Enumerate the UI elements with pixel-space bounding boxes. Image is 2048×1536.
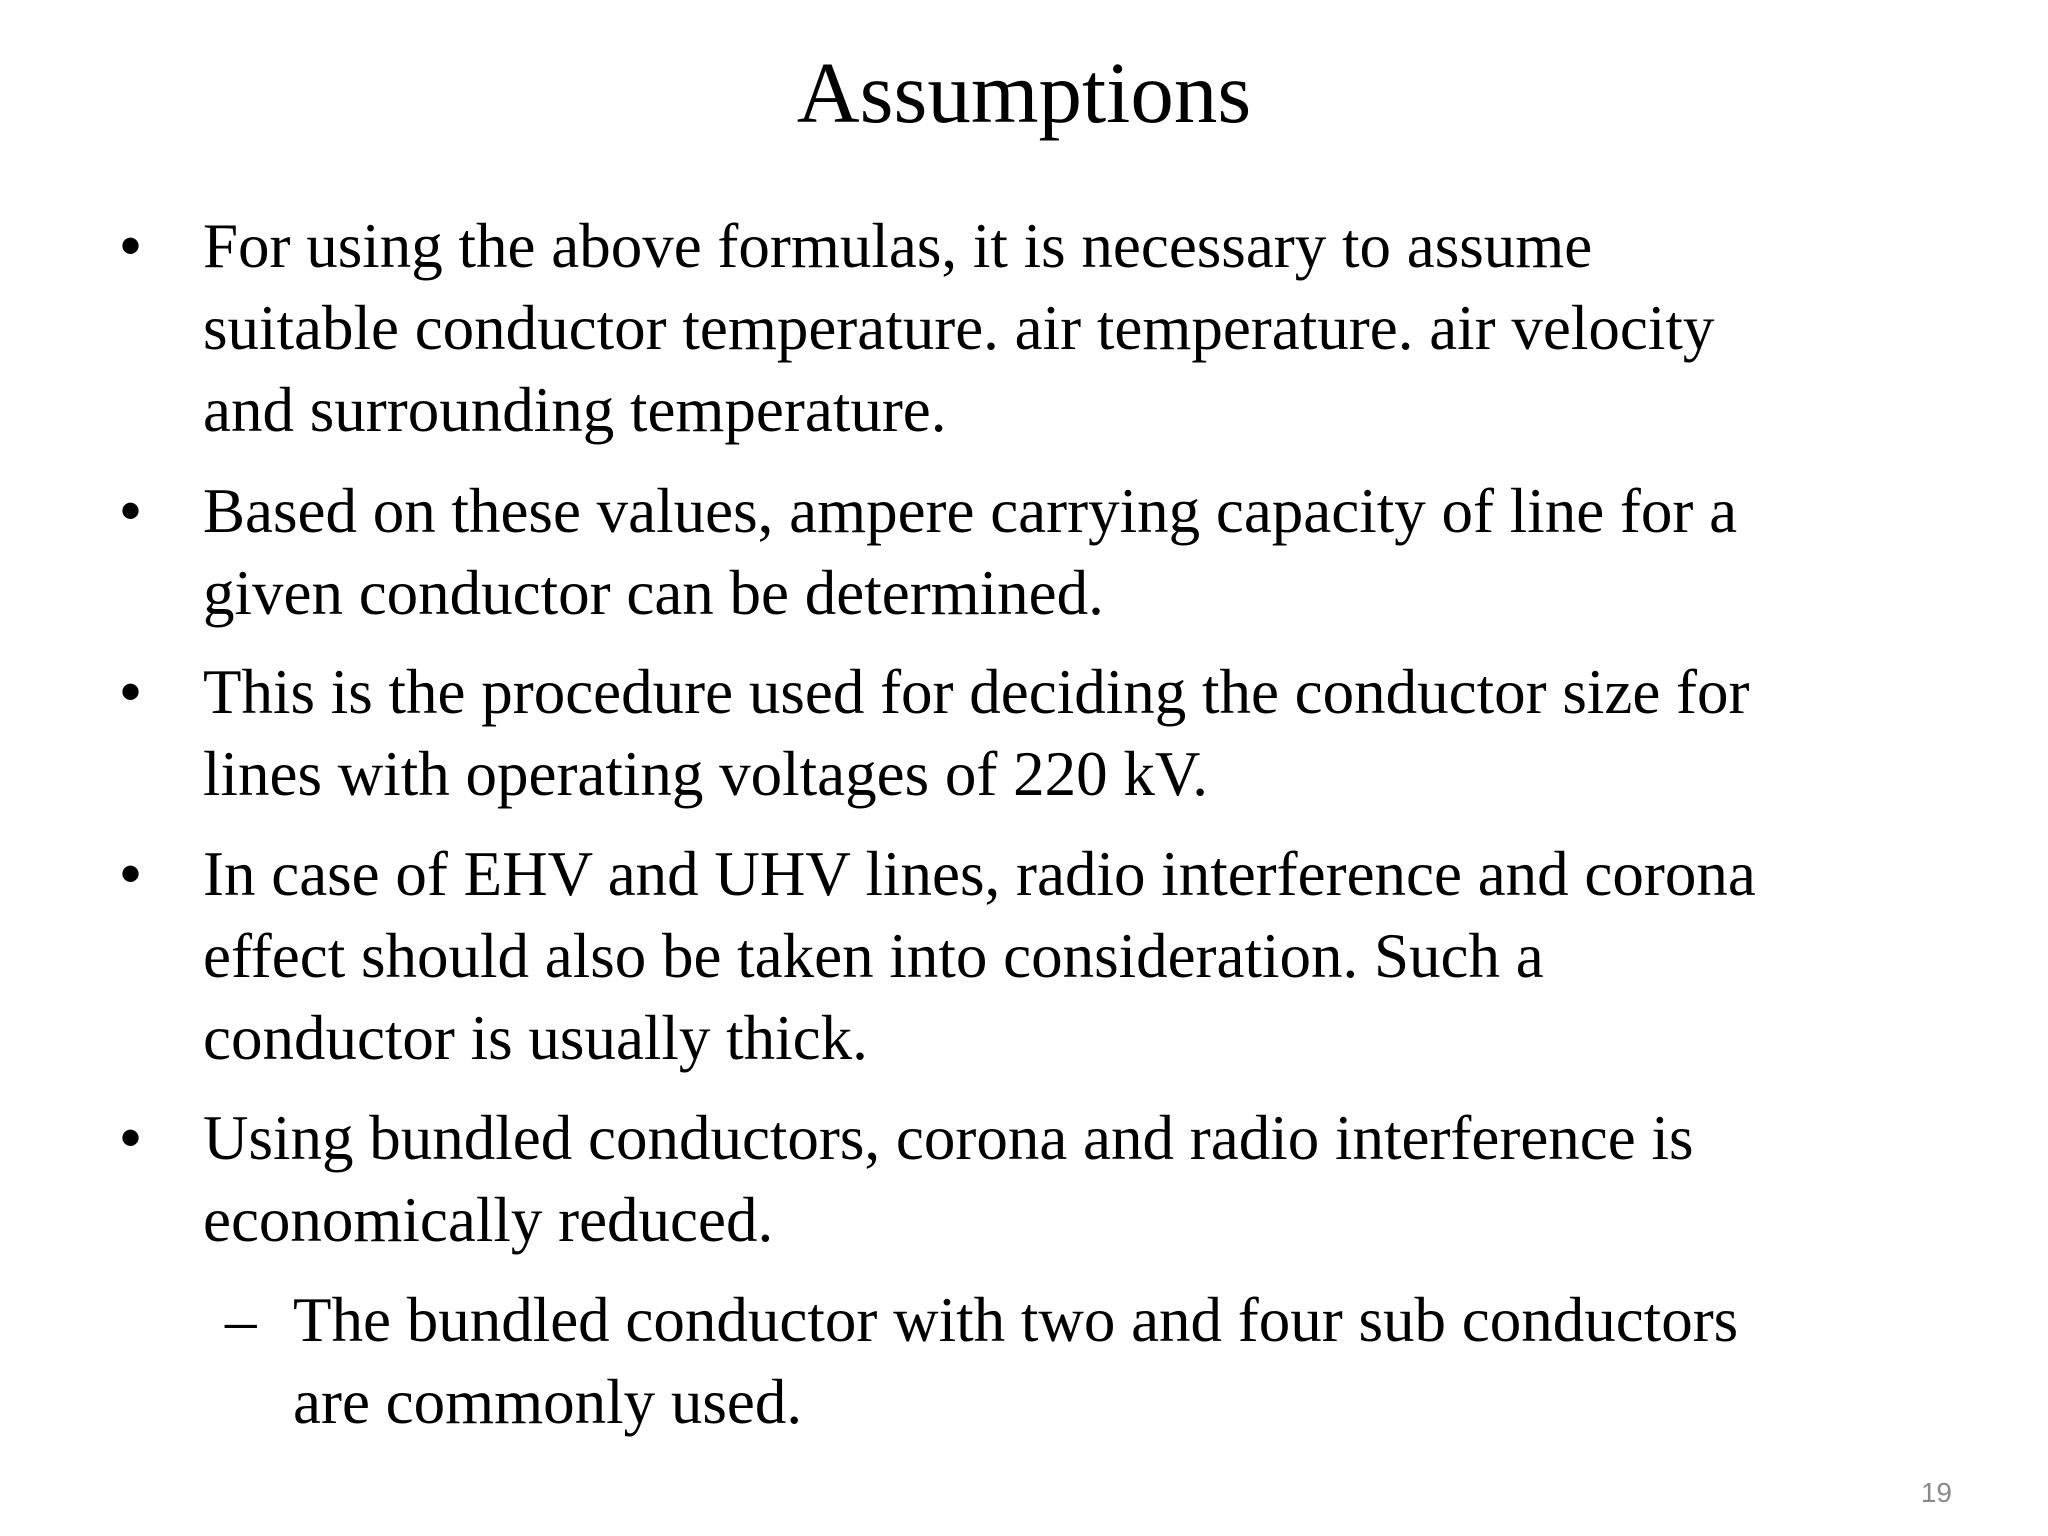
bullet-text: In case of EHV and UHV lines, radio interference and corona effect should also be taken into consideration. Such a conductor is usually thick. — [203, 839, 1756, 1073]
slide-title: Assumptions — [796, 44, 1252, 141]
bullet-text: This is the procedure used for deciding the conductor size for lines with operating voltages of 220 kV. — [203, 657, 1750, 809]
bullet-text: Using bundled conductors, corona and radio interference is economically reduced. — [203, 1103, 1694, 1255]
sub-bullet-marker: – — [225, 1285, 257, 1355]
bullet-text: Based on these values, ampere carrying capacity of line for a given conductor can be determined. — [203, 476, 1738, 628]
bullet-marker: • — [120, 840, 142, 907]
bullet-marker: • — [120, 1104, 142, 1171]
page-number: 19 — [1920, 1477, 1952, 1508]
bullet-text: For using the above formulas, it is necessary to assume suitable conductor temperature. air temperature. air velocity and surrounding temperature. — [203, 211, 1715, 445]
sub-bullet-text: The bundled conductor with two and four sub conductors are commonly used. — [293, 1285, 1739, 1437]
bullet-marker: • — [120, 477, 142, 544]
bullet-marker: • — [120, 212, 142, 279]
bullet-marker: • — [120, 658, 142, 725]
